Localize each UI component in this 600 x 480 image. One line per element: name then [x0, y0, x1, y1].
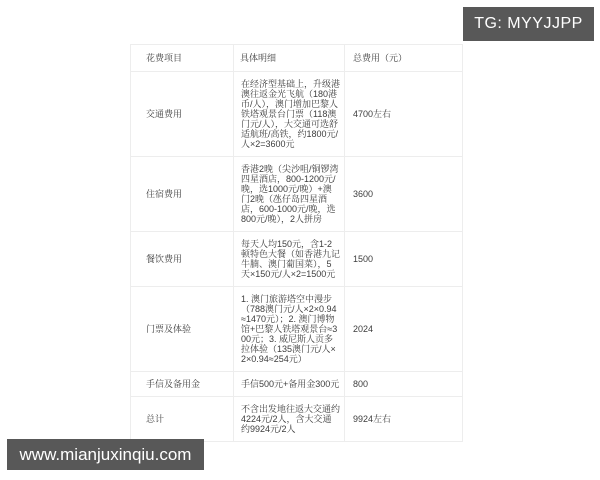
expense-item-cell: 手信及备用金: [131, 372, 234, 397]
total-cell: 800: [345, 372, 463, 397]
detail-cell: 每天人均150元，含1-2顿特色大餐（如香港九记牛腩、澳门葡国菜），5天×150元/人×2=1500元: [234, 232, 345, 287]
total-cell: 1500: [345, 232, 463, 287]
detail-cell: 香港2晚（尖沙咀/铜锣湾四星酒店，800-1200元/晚，选1000元/晚）+澳门2晚（氹仔岛四星酒店，600-1000元/晚，选800元/晚），2人拼房: [234, 157, 345, 232]
table-header-row: [131, 45, 463, 72]
detail-cell: 在经济型基础上，升级港澳往返金光飞航（180港币/人），澳门增加巴黎人铁塔观景台门票（118澳门元/人），大交通可选舒适航班/高铁，约1800元/人×2=3600元: [234, 72, 345, 157]
table-row: [131, 157, 463, 232]
total-cell: 2024: [345, 287, 463, 372]
table-body: [131, 72, 463, 442]
expense-item-cell: 门票及体验: [131, 287, 234, 372]
expense-item-cell: 交通费用: [131, 72, 234, 157]
header-expense-item: 花费项目: [131, 45, 234, 72]
expense-item-cell: 餐饮费用: [131, 232, 234, 287]
header-total: 总费用（元）: [345, 45, 463, 72]
table-row: [131, 372, 463, 397]
expense-item-cell: 总计: [131, 397, 234, 442]
site-watermark: www.mianjuxinqiu.com: [7, 439, 204, 470]
expense-table: [130, 44, 463, 442]
total-cell: 9924左右: [345, 397, 463, 442]
header-detail: 具体明细: [234, 45, 345, 72]
telegram-watermark: TG: MYYJJPP: [463, 7, 594, 41]
table-row: [131, 72, 463, 157]
detail-cell: 1. 澳门旅游塔空中漫步（788澳门元/人×2×0.94≈1470元）；2. 澳门博物馆+巴黎人铁塔观景台≈300元；3. 威尼斯人贡多拉体验（135澳门元/人×2×0.94≈254元）: [234, 287, 345, 372]
table-row: [131, 232, 463, 287]
detail-cell: 不含出发地往返大交通约4224元/2人，含大交通约9924元/2人: [234, 397, 345, 442]
table-row: [131, 287, 463, 372]
expense-item-cell: 住宿费用: [131, 157, 234, 232]
table-row: [131, 397, 463, 442]
total-cell: 4700左右: [345, 72, 463, 157]
detail-cell: 手信500元+备用金300元: [234, 372, 345, 397]
total-cell: 3600: [345, 157, 463, 232]
